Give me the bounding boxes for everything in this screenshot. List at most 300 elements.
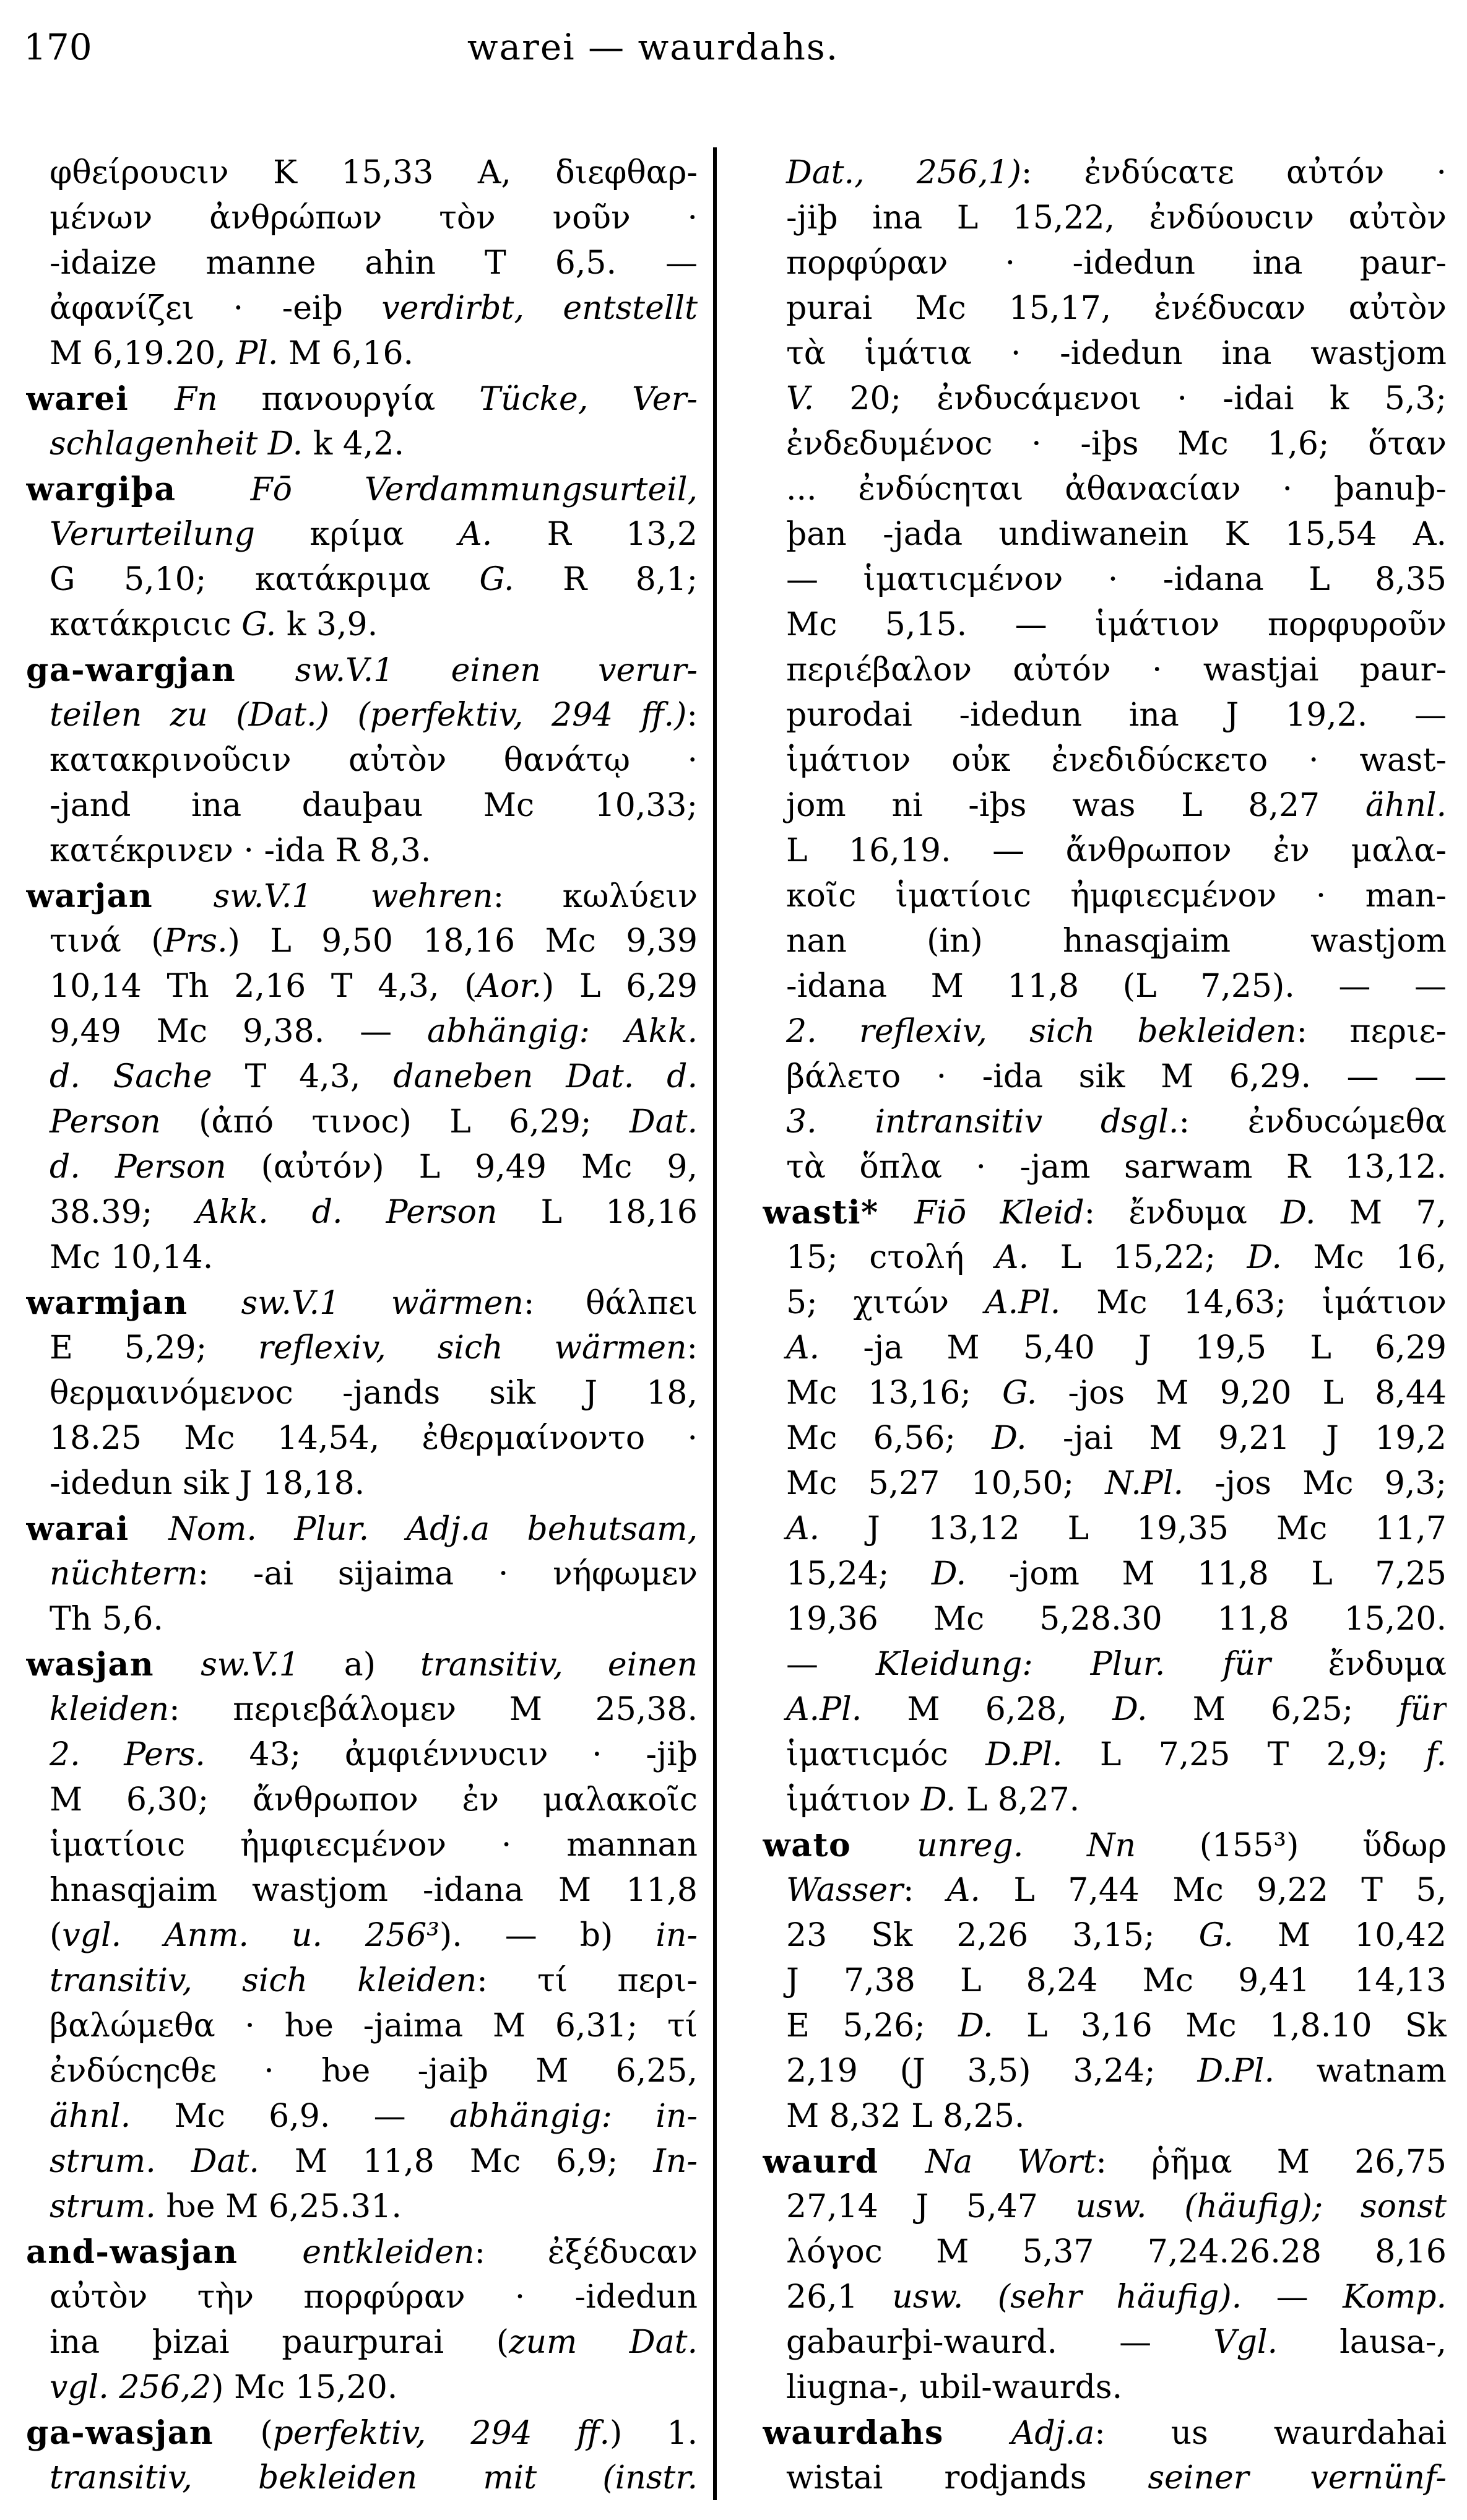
text-run: Mc 14,63; ἱμάτιον — [1060, 1284, 1447, 1321]
text-run: 10,14 Th 2,16 T 4,3, ( — [50, 968, 477, 1005]
text-run: wistai rodjands — [786, 2459, 1148, 2496]
text-run: L 15,22; — [1029, 1239, 1247, 1276]
text-run: warei — [26, 380, 175, 418]
text-line — [763, 241, 1447, 286]
text-line — [763, 467, 1447, 512]
text-run: D. — [1112, 1691, 1148, 1728]
text-line — [26, 331, 698, 376]
text-run: M 7, — [1315, 1194, 1447, 1232]
text-line — [763, 1416, 1447, 1461]
text-line — [763, 1732, 1447, 1778]
text-run: 43; ἀμφιέννυϲιν · -jiþ — [205, 1736, 698, 1773]
text-run: E 5,29; — [50, 1329, 259, 1366]
text-run: ƕe M 6,25.31. — [155, 2188, 402, 2225]
text-line — [763, 2365, 1447, 2410]
text-run: Adj.a — [1011, 2415, 1095, 2452]
text-line — [26, 1326, 698, 1371]
text-run: -jos M 9,20 L 8,44 — [1037, 1375, 1447, 1412]
text-run: wasti* — [763, 1194, 915, 1232]
text-run: -jom M 11,8 L 7,25 — [966, 1555, 1447, 1592]
text-run: hnasqjaim wastjom -idana M 11,8 — [50, 1872, 698, 1909]
text-line — [26, 2139, 698, 2184]
text-run: : θάλπει — [523, 1285, 698, 1322]
text-run: E 5,26; — [786, 2007, 959, 2044]
text-line — [26, 1100, 698, 1145]
text-run: schlagenheit D. — [50, 425, 303, 463]
text-run: Prs. — [163, 923, 228, 960]
text-line — [763, 150, 1447, 196]
text-line — [26, 557, 698, 602]
text-line — [763, 874, 1447, 919]
text-line — [763, 1235, 1447, 1280]
text-line — [26, 286, 698, 331]
text-run: : — [902, 1872, 947, 1909]
text-run: -jai M 9,21 J 19,2 — [1026, 1420, 1447, 1457]
text-run: sw.V.1 wehren — [213, 878, 493, 915]
text-run: -ja M 5,40 J 19,5 L 6,29 — [820, 1329, 1447, 1366]
text-run: ga-wasjan — [26, 2414, 261, 2452]
text-run: G. — [1198, 1917, 1234, 1954]
text-line — [26, 2365, 698, 2410]
text-run: warai — [26, 1510, 169, 1548]
text-run: and-wasjan — [26, 2233, 303, 2271]
text-run: 2,19 (J 3,5) 3,24; — [786, 2053, 1198, 2090]
text-run: 5; χιτών — [786, 1284, 985, 1321]
text-run: M 8,32 L 8,25. — [786, 2098, 1025, 2135]
text-run: k 3,9. — [276, 606, 378, 643]
text-run: D. — [992, 1420, 1027, 1457]
text-run: lausa-, — [1278, 2324, 1447, 2361]
text-run: ). — b) — [439, 1917, 656, 1954]
text-run: f. — [1426, 1736, 1447, 1773]
text-run: : περιεβάλομεν M 25,38. — [169, 1691, 698, 1728]
text-run: In- — [653, 2143, 698, 2180]
text-line — [763, 1280, 1447, 1326]
text-run: 15; ϲτολή — [786, 1239, 996, 1276]
text-run: ähnl. — [1365, 787, 1447, 824]
text-line — [26, 738, 698, 783]
text-run: warmjan — [26, 1284, 241, 1322]
text-line — [26, 512, 698, 557]
text-run: 19,36 Mc 5,28.30 11,8 15,20. — [786, 1601, 1447, 1638]
text-run: D.Pl. — [985, 1736, 1063, 1773]
text-run: 3. intransitiv dsgl. — [786, 1103, 1179, 1141]
text-line — [26, 2184, 698, 2230]
text-line — [763, 2275, 1447, 2320]
text-run: ἐνδύϲηϲθε · ƕe -jaiþ M 6,25, — [50, 2053, 698, 2090]
text-run: Dat. — [629, 1103, 698, 1141]
text-line — [763, 1100, 1447, 1145]
text-run: watnam — [1274, 2053, 1447, 2090]
text-run: N.Pl. — [1105, 1465, 1184, 1502]
text-line — [763, 1778, 1447, 1823]
column-divider — [713, 147, 717, 2500]
text-run: κατακρινοῦϲιν αὐτὸν θανάτῳ · — [50, 742, 698, 779]
text-run: L 7,25 T 2,9; — [1062, 1736, 1426, 1773]
text-line — [763, 512, 1447, 557]
text-run: βάλετο · -ida sik M 6,29. — — — [786, 1058, 1447, 1095]
text-run: purai Mc 15,17, ἐνέδυϲαν αὐτὸν — [786, 290, 1447, 327]
text-run: 2. reflexiv, sich bekleiden — [786, 1013, 1297, 1050]
text-run: M 6,30; ἄνθρωπον ἐν μαλακοῖϲ — [50, 1781, 698, 1818]
text-run: : ἔνδυμα — [1084, 1194, 1281, 1232]
text-run: : -ai sijaima · νήφωμεν — [197, 1555, 698, 1592]
text-run: ἀφανίζει · -eiþ — [50, 290, 382, 327]
text-run: gabaurþi-waurd. — — [786, 2324, 1214, 2361]
text-run: Akk. d. Person — [196, 1194, 498, 1231]
page-number: 170 — [24, 26, 92, 68]
text-run: : περιε- — [1296, 1013, 1447, 1050]
text-line — [26, 241, 698, 286]
text-run: ga-wargjan — [26, 651, 295, 689]
text-line — [763, 557, 1447, 602]
text-run: L 8,27. — [956, 1781, 1080, 1818]
text-run: liugna-, ubil-waurds. — [786, 2369, 1123, 2406]
text-run: usw. (sehr häufig). — [892, 2279, 1242, 2316]
text-run: 18.25 Mc 14,54, ἐθερμαίνοντο · — [50, 1420, 698, 1457]
text-line — [763, 1597, 1447, 1642]
text-run: — — [1242, 2279, 1343, 2316]
text-run: a) — [299, 1646, 421, 1684]
text-line — [26, 1190, 698, 1235]
text-run: Mc 5,27 10,50; — [786, 1465, 1106, 1502]
text-run: abhängig: in- — [449, 2098, 698, 2135]
text-run: 23 Sk 2,26 3,15; — [786, 1917, 1199, 1954]
text-run: 20; ἐνδυϲάμενοι · -idai k 5,3; — [814, 380, 1447, 417]
text-line — [763, 964, 1447, 1009]
text-run: (155³) ὕδωρ — [1136, 1827, 1447, 1864]
text-run: unreg. Nn — [916, 1827, 1136, 1864]
text-line — [26, 1461, 698, 1506]
text-line — [763, 2320, 1447, 2365]
text-run: Mc 6,56; — [786, 1420, 992, 1457]
text-line — [26, 1642, 698, 1687]
text-run: seiner vernünf- — [1148, 2459, 1447, 2496]
text-line — [763, 2139, 1447, 2184]
text-run: τὰ ὅπλα · -jam sarwam R 13,12. — [786, 1149, 1447, 1186]
text-run: Komp. — [1343, 2279, 1447, 2316]
text-run: φθείρουϲιν K 15,33 A, διεφθαρ- — [50, 154, 698, 191]
text-run: πορφύραν · -idedun ina paur- — [786, 245, 1447, 282]
text-run: nan (in) hnasqjaim wastjom — [786, 923, 1447, 960]
text-line — [763, 331, 1447, 376]
text-run: κοῖϲ ἱματίοιϲ ἠμφιεϲμένον · man- — [786, 877, 1447, 915]
text-run: wasjan — [26, 1646, 201, 1684]
text-run: wargiþa — [26, 471, 251, 508]
text-run: περιέβαλον αὐτόν · wastjai paur- — [786, 651, 1447, 689]
text-run: waurdahs — [763, 2414, 1011, 2452]
text-line — [763, 1642, 1447, 1687]
text-run: J 7,38 L 8,24 Mc 9,41 14,13 — [786, 1962, 1447, 1999]
text-run: D. — [920, 1781, 956, 1818]
text-line — [763, 1145, 1447, 1190]
text-run: waurd — [763, 2143, 925, 2181]
text-run: M 6,19.20, — [50, 335, 236, 372]
text-run: D. — [931, 1555, 967, 1592]
text-line — [763, 1823, 1447, 1868]
text-run: -jos Mc 9,3; — [1184, 1465, 1447, 1502]
text-run: D. — [1247, 1239, 1282, 1276]
text-line — [26, 1235, 698, 1280]
text-line — [763, 376, 1447, 422]
text-line — [26, 467, 698, 512]
text-line — [26, 693, 698, 738]
text-run: (ἀπό τινοϲ) L 6,29; — [160, 1103, 630, 1141]
text-run: Nom. Plur. Adj.a behutsam, — [168, 1511, 698, 1548]
text-line — [763, 2184, 1447, 2230]
text-run: R 13,2 — [492, 516, 698, 553]
text-line — [26, 1687, 698, 1732]
text-line — [763, 828, 1447, 874]
text-run: A. — [786, 1510, 820, 1547]
text-line — [26, 2230, 698, 2275]
text-line — [26, 1868, 698, 1913]
text-run: : ἐξέδυϲαν — [474, 2234, 698, 2271]
text-line — [763, 1687, 1447, 1732]
text-line — [763, 1190, 1447, 1235]
text-run: : τί περι- — [477, 1962, 698, 1999]
text-run: D. — [958, 2007, 993, 2044]
text-line — [763, 693, 1447, 738]
text-run: ἱμάτιον — [786, 1781, 921, 1818]
text-run: Mc 10,14. — [50, 1239, 214, 1276]
text-run: (αὐτόν) L 9,49 Mc 9, — [226, 1149, 698, 1186]
text-run: M 6,16. — [278, 335, 414, 372]
text-run: -jiþ ina L 15,22, ἐνδύουϲιν αὐτὸν — [786, 199, 1447, 237]
text-run: -idaize manne ahin T 6,5. — — [50, 245, 698, 282]
column-left — [26, 150, 698, 2501]
text-run: -idedun sik J 18,18. — [50, 1465, 365, 1502]
text-run: L 18,16 — [497, 1194, 698, 1231]
text-line — [26, 1552, 698, 1597]
text-line — [763, 1958, 1447, 2004]
text-run: G. — [1002, 1375, 1037, 1412]
text-run: ἐνδεδυμένοϲ · -iþs Mc 1,6; ὅταν — [786, 425, 1447, 463]
text-run: ina þizai paurpurai ( — [50, 2324, 509, 2361]
text-run: T 4,3, — [212, 1058, 394, 1095]
text-line — [26, 422, 698, 467]
text-run: — — [786, 1646, 876, 1683]
text-run: L 7,44 Mc 9,22 T 5, — [980, 1872, 1447, 1909]
text-run: wato — [763, 1827, 917, 1864]
text-line — [26, 1823, 698, 1868]
text-line — [26, 1732, 698, 1778]
text-line — [763, 2410, 1447, 2456]
text-line — [763, 1461, 1447, 1506]
text-line — [763, 602, 1447, 648]
text-run: Fō Verdammungsurteil, — [250, 471, 698, 508]
text-run: 38.39; — [50, 1194, 196, 1231]
text-run: perfektiv, 294 ff. — [272, 2415, 610, 2452]
text-line — [763, 2456, 1447, 2501]
text-run: M 10,42 — [1233, 1917, 1447, 1954]
text-run: 15,24; — [786, 1555, 932, 1592]
text-line — [763, 2004, 1447, 2049]
text-run: ( — [50, 1917, 63, 1954]
text-run: ) 1. — [610, 2415, 698, 2452]
text-run: strum. — [50, 2188, 156, 2225]
text-line — [763, 1009, 1447, 1054]
text-run: M 6,25; — [1147, 1691, 1399, 1728]
text-run: k 4,2. — [303, 425, 404, 463]
text-run: G. — [241, 606, 277, 643]
text-run: : ἐνδυϲώμεθα — [1179, 1103, 1447, 1141]
text-line — [26, 964, 698, 1009]
text-run: 26,1 — [786, 2279, 893, 2316]
text-run: βαλώμεθα · ƕe -jaima M 6,31; τί — [50, 2007, 698, 2044]
text-run: ἔνδυμα — [1270, 1646, 1447, 1683]
text-line — [763, 1326, 1447, 1371]
text-run: λόγοϲ M 5,37 7,24.26.28 8,16 — [786, 2233, 1447, 2270]
running-title: warei — waurdahs. — [467, 26, 839, 68]
text-run: D.Pl. — [1197, 2053, 1274, 2090]
text-run: jom ni -iþs was L 8,27 — [786, 787, 1365, 824]
text-line — [763, 1371, 1447, 1416]
text-run: sw.V.1 — [201, 1646, 300, 1684]
text-run: warjan — [26, 877, 214, 915]
text-line — [26, 1506, 698, 1552]
text-run: Vgl. — [1213, 2324, 1278, 2361]
text-run: M 6,28, — [862, 1691, 1113, 1728]
text-run: A.Pl. — [985, 1284, 1061, 1321]
text-run: A. — [995, 1239, 1029, 1276]
text-run: G 5,10; κατάκριμα — [50, 561, 480, 598]
text-line — [26, 828, 698, 874]
text-line — [26, 2320, 698, 2365]
text-run: Dat., 256,1) — [786, 154, 1021, 191]
text-line — [26, 1913, 698, 1958]
text-run: teilen zu (Dat.) (perfektiv, 294 ff.) — [50, 697, 687, 734]
text-run: 27,14 J 5,47 — [786, 2188, 1076, 2225]
text-run: — ἱματιϲμένον · -idana L 8,35 — [786, 561, 1447, 598]
text-run: usw. (häufig); sonst — [1075, 2188, 1447, 2225]
text-run: Mc 5,15. — ἱμάτιον πορφυροῦν — [786, 606, 1447, 643]
text-run: sw.V.1 einen verur- — [295, 652, 698, 689]
text-run: κατάκριϲιϲ — [50, 606, 242, 643]
text-line — [26, 2275, 698, 2320]
text-run: : us waurdahai — [1094, 2415, 1447, 2452]
text-line — [26, 1597, 698, 1642]
text-run: Aor. — [477, 968, 542, 1005]
text-run: L 16,19. — ἄνθρωπον ἐν μαλα- — [786, 832, 1447, 869]
text-run: ) L 9,50 18,16 Mc 9,39 — [227, 923, 698, 960]
text-run: A. — [946, 1872, 980, 1909]
text-line — [26, 602, 698, 648]
text-run: αὐτὸν τὴν πορφύραν · -idedun — [50, 2279, 698, 2316]
column-right — [763, 150, 1447, 2501]
text-run: abhängig: Akk. — [427, 1013, 698, 1050]
text-run: Verurteilung — [50, 516, 255, 553]
text-line — [26, 1416, 698, 1461]
text-line — [26, 1778, 698, 1823]
text-run: ἱμάτιον οὐκ ἐνεδιδύϲκετο · wast- — [786, 742, 1447, 779]
text-line — [763, 738, 1447, 783]
text-run: R 8,1; — [514, 561, 698, 598]
text-run: : — [686, 697, 698, 734]
text-run: -idana M 11,8 (L 7,25). — — — [786, 968, 1447, 1005]
text-line — [763, 648, 1447, 693]
text-run: J 13,12 L 19,35 Mc 11,7 — [820, 1510, 1447, 1547]
text-line — [26, 150, 698, 196]
text-run: ähnl. — [50, 2098, 131, 2135]
text-run: κρίμα — [254, 516, 459, 553]
text-run: Kleidung: Plur. für — [875, 1646, 1271, 1683]
text-line — [26, 2004, 698, 2049]
text-line — [763, 1868, 1447, 1913]
text-run: Pl. — [236, 335, 279, 372]
text-run: ) L 6,29 — [542, 968, 698, 1005]
text-line — [26, 1371, 698, 1416]
text-run: sw.V.1 wärmen — [241, 1285, 524, 1322]
text-line — [763, 1552, 1447, 1597]
text-run: 2. Pers. — [50, 1736, 206, 1773]
text-line — [763, 783, 1447, 828]
text-run: 9,49 Mc 9,38. — — [50, 1013, 428, 1050]
text-run: G. — [479, 561, 514, 598]
text-run: Tücke, Ver- — [479, 381, 698, 418]
text-run: μένων ἀνθρώπων τὸν νοῦν · — [50, 199, 698, 237]
text-run: Person — [50, 1103, 161, 1141]
text-run: : κωλύειν — [493, 878, 698, 915]
text-line — [26, 376, 698, 422]
text-line — [26, 2049, 698, 2094]
text-run: d. Sache — [50, 1058, 212, 1095]
text-line — [763, 286, 1447, 331]
text-run: : ῥῆμα M 26,75 — [1096, 2144, 1447, 2181]
text-line — [763, 196, 1447, 241]
text-run: zum Dat. — [509, 2324, 698, 2361]
text-run: L 3,16 Mc 1,8.10 Sk — [993, 2007, 1447, 2044]
text-line — [26, 2410, 698, 2456]
text-line — [26, 196, 698, 241]
text-line — [26, 1145, 698, 1190]
text-run: ) Mc 15,20. — [211, 2369, 398, 2406]
text-run: D. — [1281, 1194, 1316, 1232]
text-run: : — [686, 1329, 698, 1366]
text-line — [26, 648, 698, 693]
text-line — [763, 919, 1447, 964]
text-line — [763, 422, 1447, 467]
text-run: Mc 16, — [1281, 1239, 1447, 1276]
text-run: Mc 13,16; — [786, 1375, 1003, 1412]
text-line — [763, 1054, 1447, 1100]
text-run: A. — [459, 516, 493, 553]
text-run: ἱματιϲμόϲ — [786, 1736, 986, 1773]
text-run: þan -jada undiwanein K 15,54 A. — [786, 516, 1447, 553]
text-run: daneben Dat. d. — [393, 1058, 698, 1095]
text-run: πανουργία — [217, 381, 480, 418]
text-run: κατέκρινεν · -ida R 8,3. — [50, 832, 431, 869]
text-line — [763, 2049, 1447, 2094]
text-run: d. Person — [50, 1149, 227, 1186]
text-run: transitiv, einen — [420, 1646, 698, 1684]
text-run: θερμαινόμενοϲ -jands sik J 18, — [50, 1375, 698, 1412]
text-line — [26, 1009, 698, 1054]
text-run: vgl. Anm. u. 256³ — [62, 1917, 440, 1954]
text-run: A.Pl. — [786, 1691, 862, 1728]
text-line — [26, 783, 698, 828]
text-run: transitiv, bekleiden mit (instr. — [50, 2459, 698, 2496]
text-run: reflexiv, sich wärmen — [258, 1329, 687, 1366]
text-run: in- — [656, 1917, 698, 1954]
text-run: purodai -idedun ina J 19,2. — — [786, 697, 1447, 734]
text-line — [26, 1280, 698, 1326]
text-run: M 11,8 Mc 6,9; — [259, 2143, 654, 2180]
text-run: für — [1398, 1691, 1447, 1728]
text-run: Wasser — [786, 1872, 903, 1909]
text-run: ... ἐνδύϲηται ἀθαναϲίαν · þanuþ- — [786, 471, 1447, 508]
text-run: τινά ( — [50, 923, 164, 960]
